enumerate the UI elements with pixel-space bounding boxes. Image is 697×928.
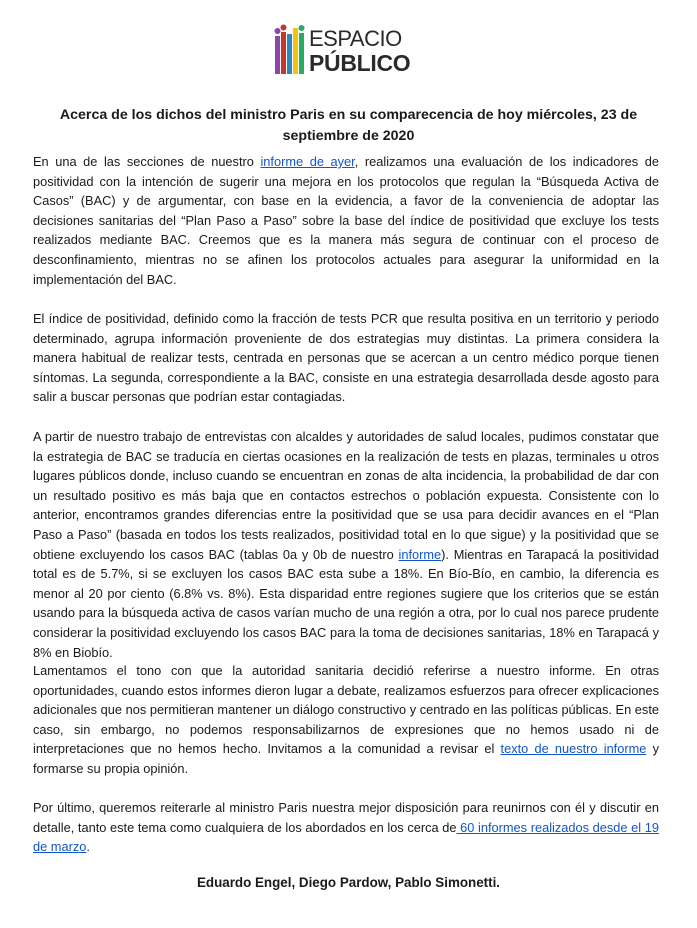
p4-text-b: y formarse su propia opinión. bbox=[33, 741, 659, 776]
paragraph-3 bbox=[33, 427, 659, 662]
link-texto-de-nuestro-informe[interactable]: texto de nuestro informe bbox=[500, 741, 647, 757]
paragraph-2: El índice de positividad, definido como la fracción de tests PCR que resulta positiva en un territorio y periodo determinado, agrupa información proveniente de dos estrategias muy distintas. La primera considera la manera habitual de realizar tests, centrada en personas que se acercan a un centro médico porque tienen síntomas. La segunda, correspondiente a la BAC, consiste en una estrategia desarrollada desde agosto para salir a buscar personas que podrían estar contagiadas. bbox=[33, 311, 659, 405]
logo-wordmark-publico: PÚBLICO bbox=[309, 50, 411, 76]
paragraph-5 bbox=[33, 798, 659, 857]
p1-text-a: En una de las secciones de nuestro bbox=[33, 154, 261, 169]
logo-wordmark-espacio: ESPACIO bbox=[309, 26, 402, 51]
p1-text-b: , realizamos una evaluación de los indicadores de positividad con la intención de sugerir una mejora en los protocolos que regulan la “Búsqueda Activa de Casos” (BAC) y de argumentar, con base en la evidencia, a favor de la conveniencia de adoptar las decisiones sanitarias del “Plan Paso a Paso” sobre la base del índice de positividad que excluye los tests realizados mediante BAC. Creemos que es la manera más segura de continuar con el proceso de desconfinamiento, mientras no se afinen los protocolos actuales para asegurar la uniformidad en la implementación del BAC. bbox=[33, 154, 659, 287]
p3-text-a: A partir de nuestro trabajo de entrevistas con alcaldes y autoridades de salud locales, pudimos constatar que la estrategia de BAC se traducía en ciertas ocasiones en la realización de tests en plazas, terminales u otros lugares públicos donde, incluso cuando se encuentran en zonas de alta incidencia, la probabilidad de dar con un resultado positivo es más baja que en contactos estrechos o población expuesta. Consistente con lo anterior, encontramos grandes diferencias entre la positividad que se usa para decidir avances en el “Plan Paso a Paso” (basada en todos los tests realizados, positividad total en lo que sigue) y la positividad que se obtiene excluyendo los casos BAC (tablas 0a y 0b de nuestro bbox=[33, 429, 659, 562]
p4-text-a: Lamentamos el tono con que la autoridad sanitaria decidió referirse a nuestro informe. En otras oportunidades, cuando estos informes dieron lugar a debate, realizamos esfuerzos para ofrecer explicaciones adicionales que nos permitieran mantener un diálogo constructivo y centrado en las políticas públicas. En este caso, sin embargo, no podemos responsabilizarnos de expresiones que no hemos usado ni de interpretaciones que no hemos hecho. Invitamos a la comunidad a revisar el bbox=[33, 663, 659, 757]
link-informe-de-ayer[interactable]: informe de ayer bbox=[260, 154, 355, 169]
p5-text-b: . bbox=[86, 839, 90, 855]
document-title: Acerca de los dichos del ministro Paris en su comparecencia de hoy miércoles, 23 de septiembre de 2020 bbox=[59, 107, 638, 144]
signature: Eduardo Engel, Diego Pardow, Pablo Simonetti. bbox=[196, 875, 501, 890]
link-60-informes[interactable]: 60 informes realizados desde el 19 de marzo bbox=[33, 819, 659, 855]
link-informe[interactable]: informe bbox=[398, 546, 442, 562]
p3-text-b: ). Mientras en Tarapacá la positividad total es de 5.7%, si se excluyen los casos BAC esta sube a 18%. En Bío-Bío, en cambio, la diferencia es menor al 20 por ciento (6.8% vs. 8%). Esta disparidad entre regiones sugiere que los criterios que se están usando para la búsqueda activa de casos varían mucho de una región a otra, por lo cual nos parece prudente considerar la positividad excluyendo los casos BAC para la toma de decisiones sanitarias, 18% en Tarapacá y 8% en Biobío. bbox=[33, 546, 659, 660]
logo-figures-icon bbox=[274, 24, 306, 76]
paragraph-4 bbox=[33, 661, 659, 779]
p5-text-a: Por último, queremos reiterarle al ministro Paris nuestra mejor disposición para reunirnos con él y discutir en detalle, tanto este tema como cualquiera de los abordados en los cerca de bbox=[33, 800, 659, 835]
espacio-publico-logo bbox=[274, 20, 424, 80]
paragraph-1 bbox=[33, 152, 659, 289]
